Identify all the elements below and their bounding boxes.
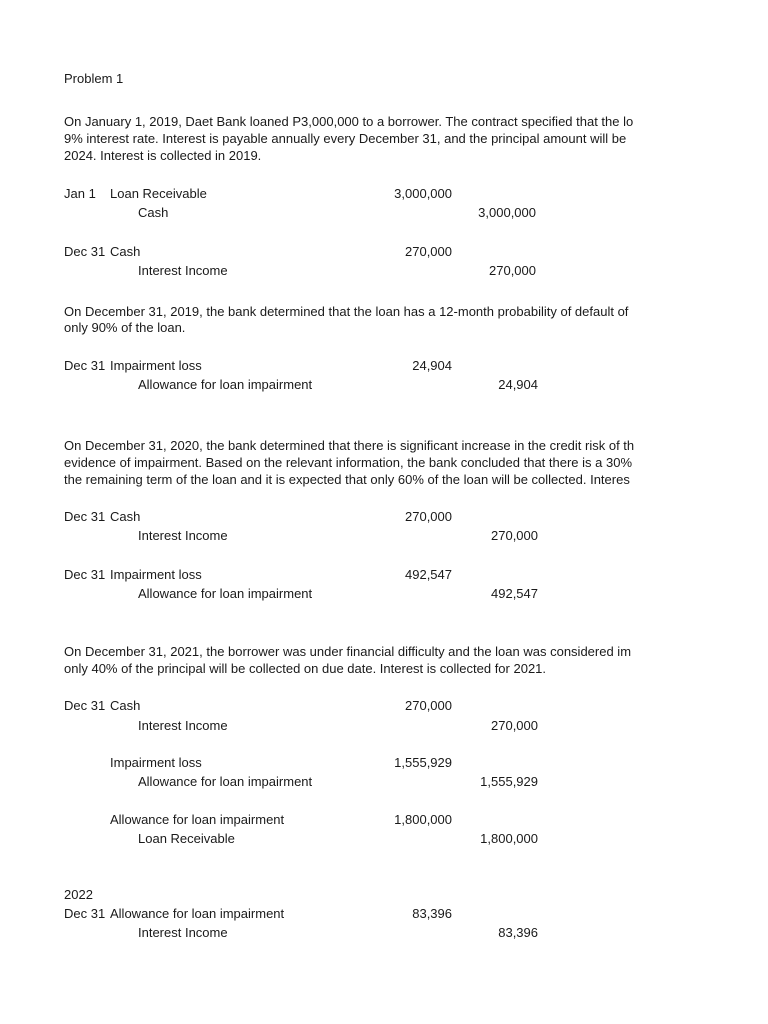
entry-3-credit-amount: 24,904 (498, 377, 538, 392)
entry-4-debit-account: Cash (110, 509, 141, 524)
entry-9-debit-account: Allowance for loan impairment (110, 906, 285, 921)
entry-1-debit-account: Loan Receivable (110, 186, 207, 201)
problem-title: Problem 1 (64, 71, 124, 86)
entry-6-credit-account: Interest Income (138, 718, 228, 733)
entry-8-debit-amount: 1,800,000 (394, 812, 452, 827)
paragraph-4-line-1: On December 31, 2021, the borrower was under financial difficulty and the loan was considered im (64, 644, 632, 659)
entry-1-credit-amount: 3,000,000 (478, 205, 536, 220)
entry-5-credit-amount: 492,547 (491, 586, 538, 601)
paragraph-4-line-2: only 40% of the principal will be collected on due date. Interest is collected for 2021. (64, 661, 547, 676)
entry-3-date: Dec 31 (64, 358, 106, 373)
entry-8-credit-account: Loan Receivable (138, 831, 235, 846)
entry-6-debit-amount: 270,000 (405, 698, 452, 713)
entry-9-debit-amount: 83,396 (412, 906, 452, 921)
entry-7-debit-amount: 1,555,929 (394, 755, 452, 770)
paragraph-3-line-1: On December 31, 2020, the bank determined that there is significant increase in the credit risk of th (64, 438, 635, 453)
entry-7-debit-account: Impairment loss (110, 755, 202, 770)
paragraph-2-line-1: On December 31, 2019, the bank determined that the loan has a 12-month probability of default of (64, 304, 629, 319)
entry-6-date: Dec 31 (64, 698, 106, 713)
entry-4-debit-amount: 270,000 (405, 509, 452, 524)
paragraph-2-line-2: only 90% of the loan. (64, 320, 186, 335)
entry-9-credit-account: Interest Income (138, 925, 228, 940)
entry-3-debit-account: Impairment loss (110, 358, 202, 373)
entry-1-credit-account: Cash (138, 205, 169, 220)
paragraph-1-line-3: 2024. Interest is collected in 2019. (64, 148, 262, 163)
paragraph-3-line-3: the remaining term of the loan and it is expected that only 60% of the loan will be collected. Interes (64, 472, 630, 487)
entry-9-credit-amount: 83,396 (498, 925, 538, 940)
entry-3-debit-amount: 24,904 (412, 358, 452, 373)
entry-4-date: Dec 31 (64, 509, 106, 524)
entry-7-credit-amount: 1,555,929 (480, 774, 538, 789)
entry-3-credit-account: Allowance for loan impairment (138, 377, 313, 392)
paragraph-1-line-2: 9% interest rate. Interest is payable annually every December 31, and the principal amount will be (64, 131, 627, 146)
entry-4-credit-amount: 270,000 (491, 528, 538, 543)
entry-1-date: Jan 1 (64, 186, 96, 201)
entry-5-debit-amount: 492,547 (405, 567, 452, 582)
entry-8-credit-amount: 1,800,000 (480, 831, 538, 846)
entry-9-date: Dec 31 (64, 906, 106, 921)
year-label: 2022 (64, 887, 93, 902)
entry-8-debit-account: Allowance for loan impairment (110, 812, 285, 827)
paragraph-1-line-1: On January 1, 2019, Daet Bank loaned P3,000,000 to a borrower. The contract specified that the lo (64, 114, 634, 129)
entry-6-credit-amount: 270,000 (491, 718, 538, 733)
entry-4-credit-account: Interest Income (138, 528, 228, 543)
entry-6-debit-account: Cash (110, 698, 141, 713)
entry-2-credit-account: Interest Income (138, 263, 228, 278)
entry-2-debit-amount: 270,000 (405, 244, 452, 259)
entry-7-credit-account: Allowance for loan impairment (138, 774, 313, 789)
entry-1-debit-amount: 3,000,000 (394, 186, 452, 201)
entry-2-date: Dec 31 (64, 244, 106, 259)
entry-2-credit-amount: 270,000 (489, 263, 536, 278)
paragraph-3-line-2: evidence of impairment. Based on the relevant information, the bank concluded that there is a 30% (64, 455, 633, 470)
entry-5-credit-account: Allowance for loan impairment (138, 586, 313, 601)
entry-2-debit-account: Cash (110, 244, 141, 259)
entry-5-date: Dec 31 (64, 567, 106, 582)
entry-5-debit-account: Impairment loss (110, 567, 202, 582)
